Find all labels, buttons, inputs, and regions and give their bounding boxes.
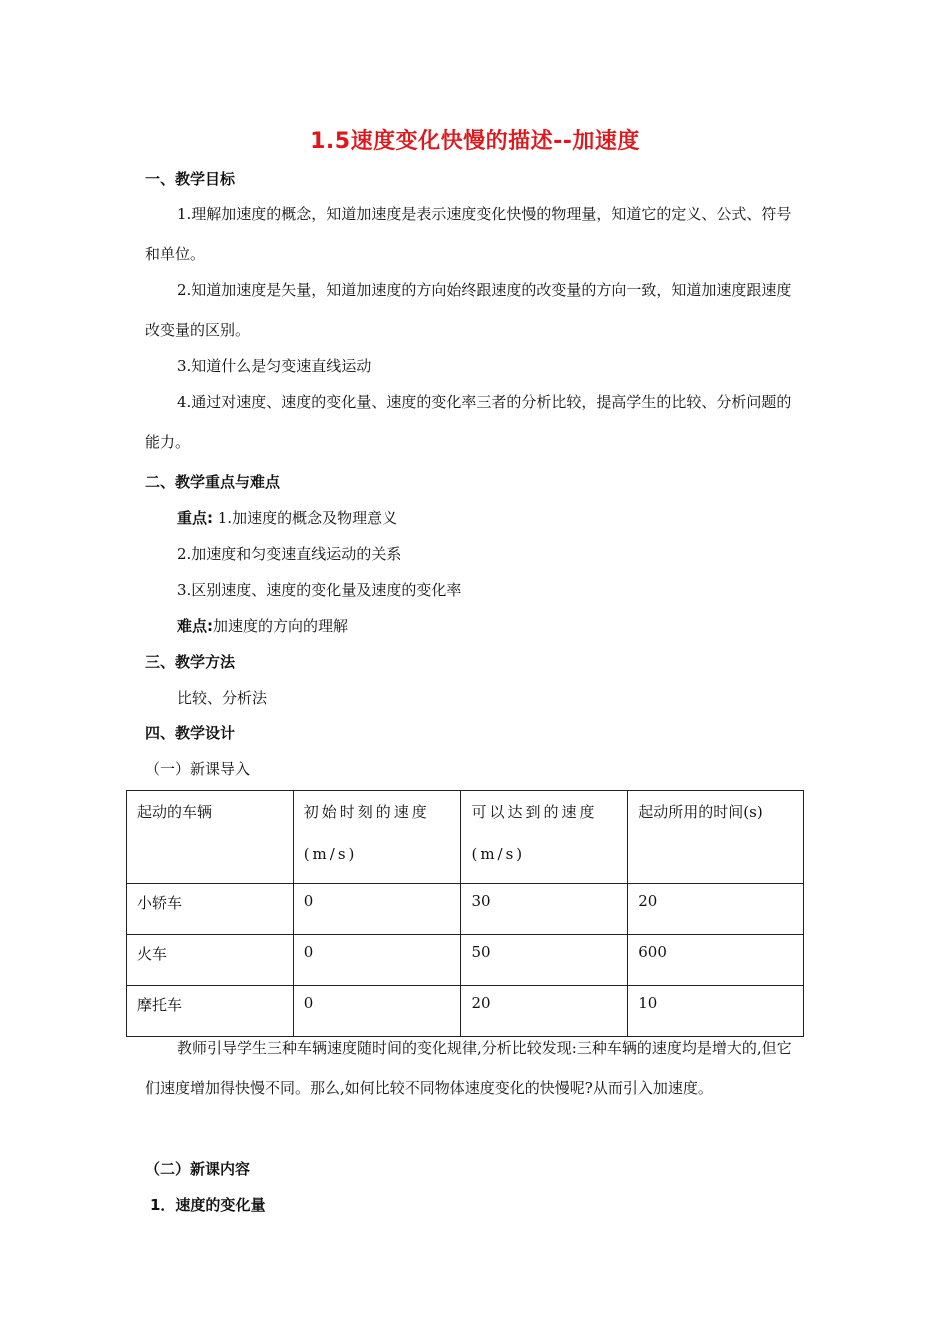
table-cell: 火车 — [127, 935, 294, 986]
table-cell: 小轿车 — [127, 884, 294, 935]
section-heading-objectives: 一、教学目标 — [145, 170, 236, 188]
table-cell: 30 — [461, 884, 628, 935]
table-cell: 0 — [293, 986, 461, 1037]
table-cell: 20 — [628, 884, 804, 935]
objective-1: 1.理解加速度的概念，知道加速度是表示速度变化快慢的物理量，知道它的定义、公式、符号和单位。 — [145, 205, 792, 263]
objective-4: 4.通过对速度、速度的变化量、速度的变化率三者的分析比较，提高学生的比较、分析问题的能力。 — [145, 393, 792, 451]
intro-heading: （一）新课导入 — [145, 760, 251, 778]
subheading-velocity-change: 1．速度的变化量 — [150, 1196, 266, 1214]
table-cell: 摩托车 — [127, 986, 294, 1037]
section-heading-design: 四、教学设计 — [145, 724, 236, 742]
section-heading-method: 三、教学方法 — [145, 653, 236, 671]
table-cell: 50 — [461, 935, 628, 986]
difficulty-point — [177, 615, 348, 636]
difficulty-text: 加速度的方向的理解 — [213, 617, 349, 635]
teaching-method: 比较、分析法 — [177, 689, 268, 707]
objective-2: 2.知道加速度是矢量，知道加速度的方向始终跟速度的改变量的方向一致，知道加速度跟速度改变量的区别。 — [145, 281, 792, 339]
table-header-cell: 可以达到的速度(m/s) — [461, 791, 628, 884]
table-cell: 0 — [293, 884, 461, 935]
table-cell: 0 — [293, 935, 461, 986]
table-header-row — [127, 791, 804, 884]
table-cell: 600 — [628, 935, 804, 986]
key-point-1-text: 1.加速度的概念及物理意义 — [213, 509, 398, 527]
key-point-1 — [177, 507, 397, 528]
vehicle-table — [126, 790, 804, 1037]
document-title: 1.5速度变化快慢的描述--加速度 — [310, 129, 640, 154]
table-row — [127, 935, 804, 986]
objective-3: 3.知道什么是匀变速直线运动 — [177, 357, 372, 375]
intro-paragraph: 教师引导学生三种车辆速度随时间的变化规律,分析比较发现:三种车辆的速度均是增大的,但它们速度增加得快慢不同。那么,如何比较不同物体速度变化的快慢呢?从而引入加速度。 — [145, 1039, 792, 1097]
section-heading-key-points: 二、教学重点与难点 — [145, 473, 281, 491]
key-point-2: 2.加速度和匀变速直线运动的关系 — [177, 545, 402, 563]
table-header-cell: 起动所用的时间(s) — [628, 791, 804, 884]
key-point-3: 3.区别速度、速度的变化量及速度的变化率 — [177, 581, 462, 599]
key-point-label: 重点: — [177, 509, 213, 527]
difficulty-label: 难点: — [177, 617, 213, 635]
table-cell: 20 — [461, 986, 628, 1037]
table-header-cell: 起动的车辆 — [127, 791, 294, 884]
new-content-heading: （二）新课内容 — [145, 1160, 251, 1178]
table-header-cell: 初始时刻的速度(m/s) — [293, 791, 461, 884]
table-row — [127, 884, 804, 935]
table-cell: 10 — [628, 986, 804, 1037]
